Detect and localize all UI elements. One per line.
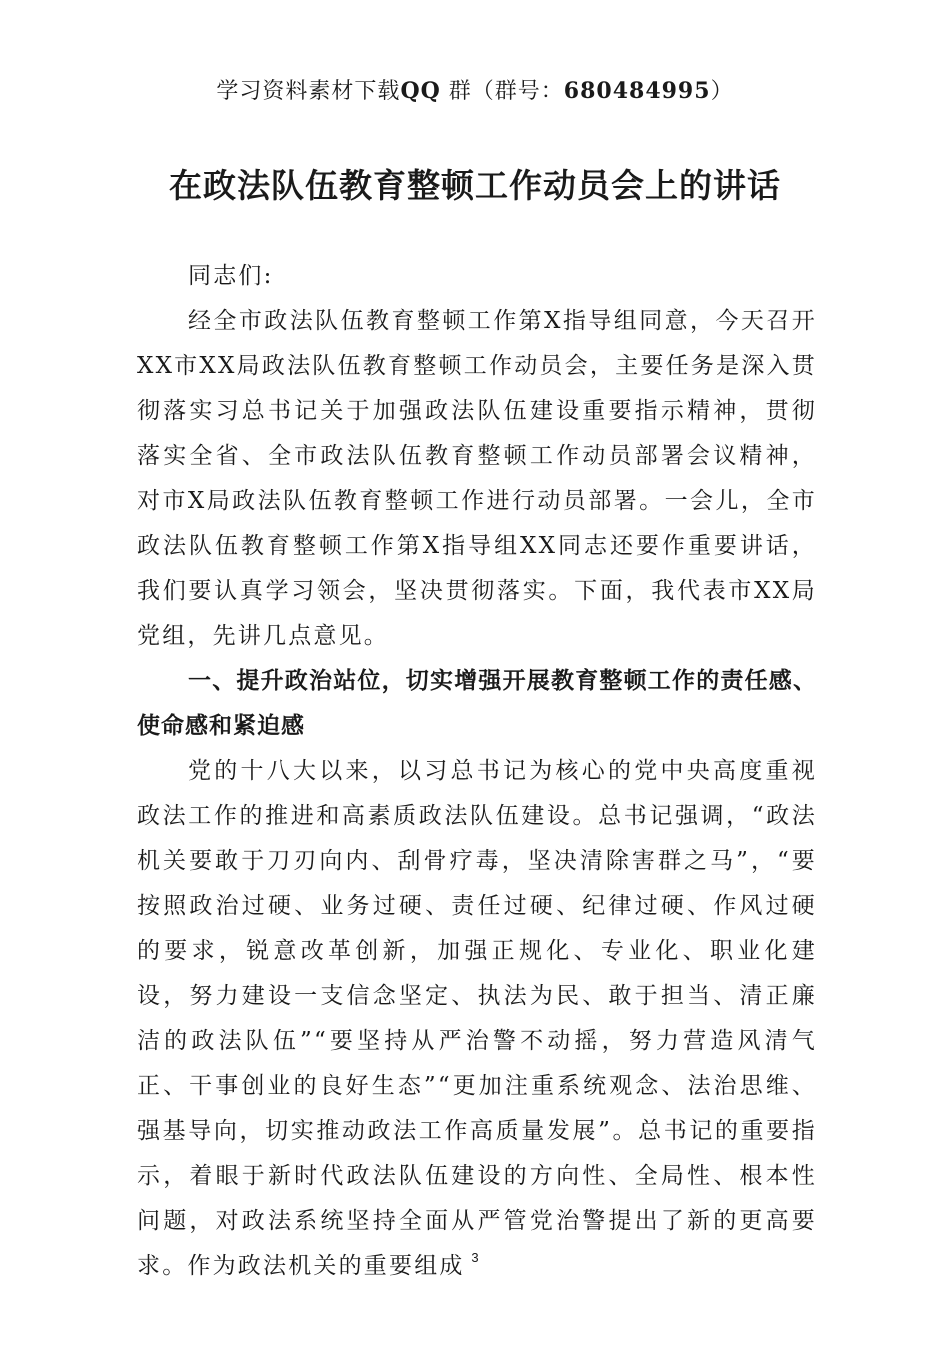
section-1-paragraph: 党的十八大以来，以习总书记为核心的党中央高度重视政法工作的推进和高素质政法队伍建设。总书记强调，“政法机关要敢于刀刃向内、刮骨疗毒，坚决清除害群之马”，“要按照政治过硬、业务过硬、责任过硬、纪律过硬、作风过硬的要求，锐意改革创新，加强正规化、专业化、职业化建设，努力建设一支信念坚定、执法为民、敢于担当、清正廉洁的政法队伍”“要坚持从严治警不动摇，努力营造风清气正、干事创业的良好生态”“更加注重系统观念、法治思维、强基导向，切实推动政法工作高质量发展”。总书记的重要指示，着眼于新时代政法队伍建设的方向性、全局性、根本性问题，对政法系统坚持全面从严管党治警提出了新的更高要求。作为政法机关的重要组成 (137, 758, 817, 1279)
section-1-heading: 一、提升政治站位，切实增强开展教育整顿工作的责任感、使命感和紧迫感 (137, 668, 817, 739)
header-prefix: 学习资料素材下载 (216, 79, 401, 104)
header-group-number: 680484995 (563, 78, 711, 104)
download-header (0, 74, 950, 105)
page-number: 3 (471, 1250, 479, 1265)
header-suffix: ） (710, 79, 734, 104)
header-qq: QQ (400, 78, 441, 104)
document-title: 在政法队伍教育整顿工作动员会上的讲话 (169, 166, 781, 205)
document-body (137, 254, 817, 1289)
greeting: 同志们: (188, 263, 274, 289)
header-group-label: 群（群号： (448, 79, 564, 104)
intro-paragraph: 经全市政法队伍教育整顿工作第X指导组同意，今天召开XX市XX局政法队伍教育整顿工作动员会，主要任务是深入贯彻落实习总书记关于加强政法队伍建设重要指示精神，贯彻落实全省、全市政法队伍教育整顿工作动员部署会议精神，对市X局政法队伍教育整顿工作进行动员部署。一会儿，全市政法队伍教育整顿工作第X指导组XX同志还要作重要讲话，我们要认真学习领会，坚决贯彻落实。下面，我代表市XX局党组，先讲几点意见。 (137, 308, 817, 649)
